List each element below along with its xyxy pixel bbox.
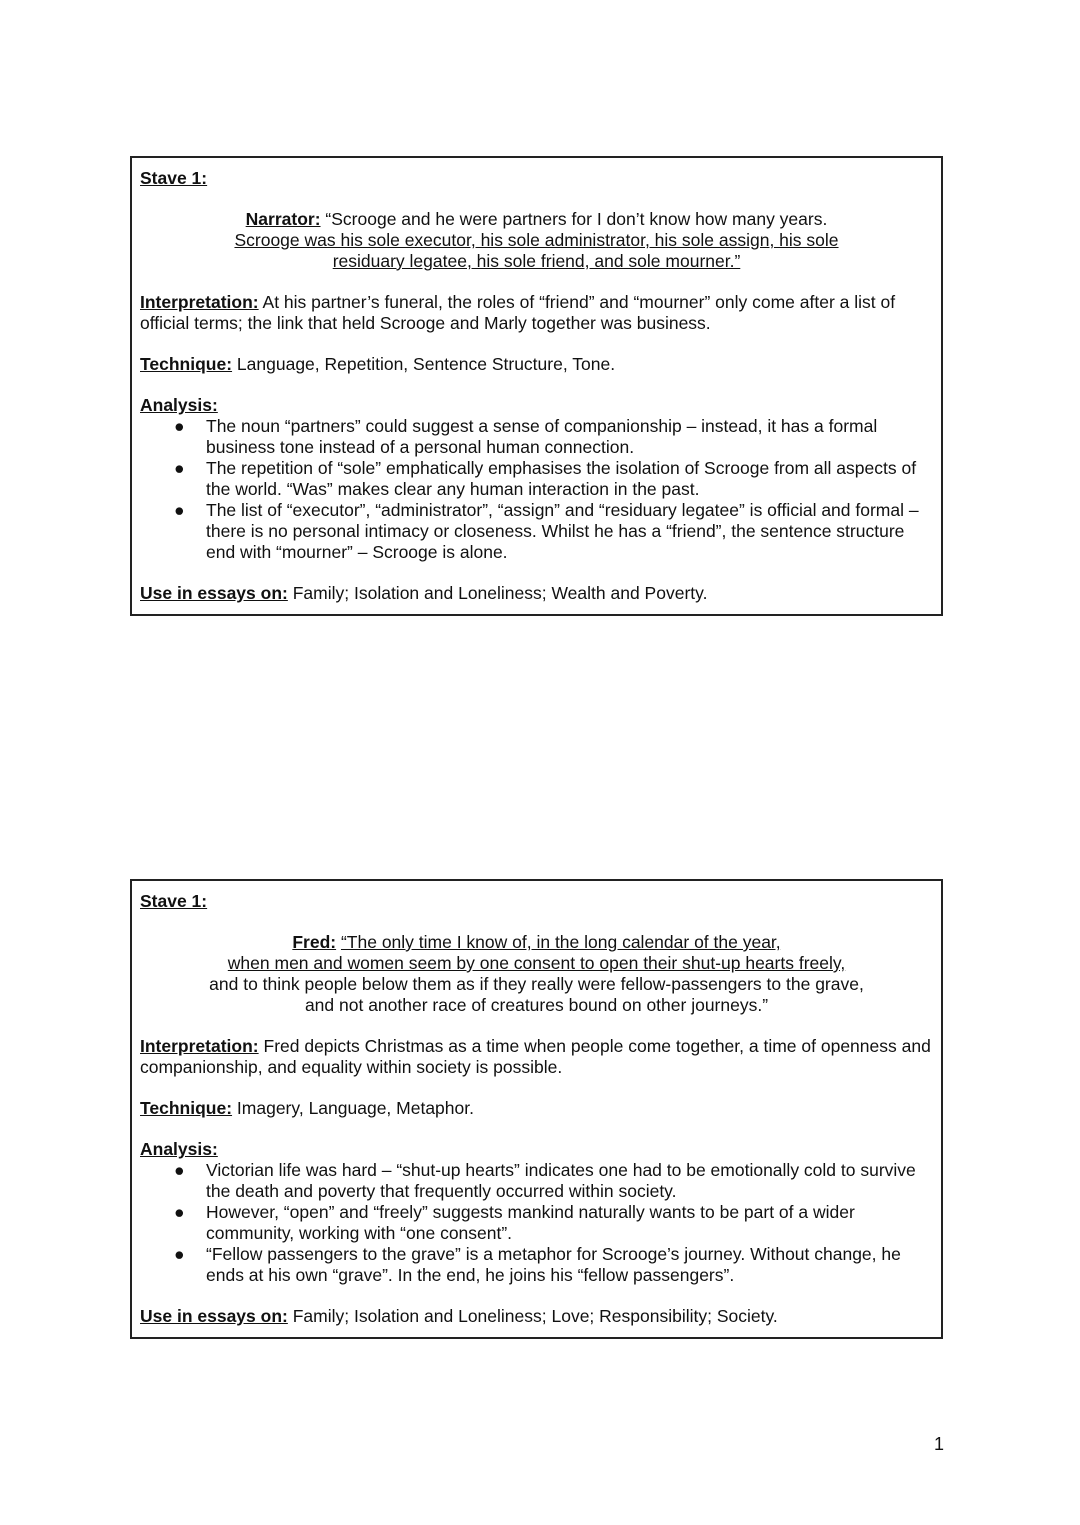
use-in-essays (140, 583, 933, 604)
technique-label: Technique: (140, 354, 233, 374)
stave-heading: Stave 1: (140, 168, 208, 188)
analysis-label: Analysis: (140, 1139, 218, 1159)
analysis-point: The repetition of “sole” emphatically emphasises the isolation of Scrooge from all aspects of the world. “Was” makes clear any human interaction in the past. (206, 458, 917, 499)
bullet-icon: ● (174, 1244, 185, 1264)
list-item (174, 500, 933, 563)
list-item (174, 416, 933, 458)
quote-line: and to think people below them as if they really were fellow-passengers to the grave, (209, 974, 864, 994)
analysis-point: The list of “executor”, “administrator”, “assign” and “residuary legatee” is official and formal – there is no personal intimacy or closeness. Whilst he has a “friend”, the sentence structure end with “mourner” – Scrooge is alone. (206, 500, 919, 562)
use-label: Use in essays on: (140, 583, 288, 603)
list-item (174, 458, 933, 500)
use-label: Use in essays on: (140, 1306, 288, 1326)
bullet-icon: ● (174, 416, 185, 436)
speaker-label: Narrator: (245, 209, 321, 229)
interpretation (140, 1036, 933, 1078)
bullet-icon: ● (174, 458, 185, 478)
bullet-icon: ● (174, 1202, 185, 1222)
bullet-icon: ● (174, 1160, 185, 1180)
use-in-essays (140, 1306, 933, 1327)
interpretation (140, 292, 933, 334)
use-text: Family; Isolation and Loneliness; Love; Responsibility; Society. (292, 1306, 778, 1326)
quote-line: “The only time I know of, in the long calendar of the year, (340, 932, 781, 952)
analysis-label: Analysis: (140, 395, 218, 415)
technique-label: Technique: (140, 1098, 233, 1118)
list-item (174, 1202, 933, 1244)
analysis-point: Victorian life was hard – “shut-up hearts” indicates one had to be emotionally cold to survive the death and poverty that frequently occurred within society. (206, 1160, 916, 1201)
interpretation-label: Interpretation: (140, 292, 259, 312)
analysis-point: However, “open” and “freely” suggests mankind naturally wants to be part of a wider community, working with “one consent”. (206, 1202, 855, 1243)
technique-text: Imagery, Language, Metaphor. (236, 1098, 474, 1118)
quote-line: and not another race of creatures bound on other journeys.” (304, 995, 769, 1015)
technique-text: Language, Repetition, Sentence Structure, Tone. (236, 354, 616, 374)
quote-line: Scrooge was his sole executor, his sole administrator, his sole assign, his sole (234, 230, 839, 250)
technique (140, 1098, 933, 1119)
page-number: 1 (934, 1434, 945, 1454)
bullet-icon: ● (174, 500, 185, 520)
list-item (174, 1160, 933, 1202)
quote-line: residuary legatee, his sole friend, and sole mourner.” (332, 251, 741, 271)
analysis-list (140, 1160, 933, 1286)
list-item (174, 1244, 933, 1286)
quote-card-1 (130, 156, 943, 616)
quote-card-2 (130, 879, 943, 1339)
quote-line: when men and women seem by one consent to open their shut-up hearts freely, (227, 953, 846, 973)
stave-heading: Stave 1: (140, 891, 208, 911)
speaker-label: Fred: (292, 932, 337, 952)
quote-block (140, 209, 933, 272)
analysis-point: “Fellow passengers to the grave” is a metaphor for Scrooge’s journey. Without change, he ends at his own “grave”. In the end, he joins his “fellow passengers”. (206, 1244, 901, 1285)
analysis-list (140, 416, 933, 563)
quote-block (140, 932, 933, 1016)
interpretation-text: At his partner’s funeral, the roles of “friend” and “mourner” only come after a list of official terms; the link that held Scrooge and Marly together was business. (140, 292, 896, 333)
quote-line: “Scrooge and he were partners for I don’t know how many years. (325, 209, 828, 229)
interpretation-label: Interpretation: (140, 1036, 259, 1056)
use-text: Family; Isolation and Loneliness; Wealth and Poverty. (292, 583, 708, 603)
interpretation-text: Fred depicts Christmas as a time when people come together, a time of openness and companionship, and equality within society is possible. (140, 1036, 931, 1077)
technique (140, 354, 933, 375)
analysis-point: The noun “partners” could suggest a sense of companionship – instead, it has a formal business tone instead of a personal human connection. (206, 416, 878, 457)
